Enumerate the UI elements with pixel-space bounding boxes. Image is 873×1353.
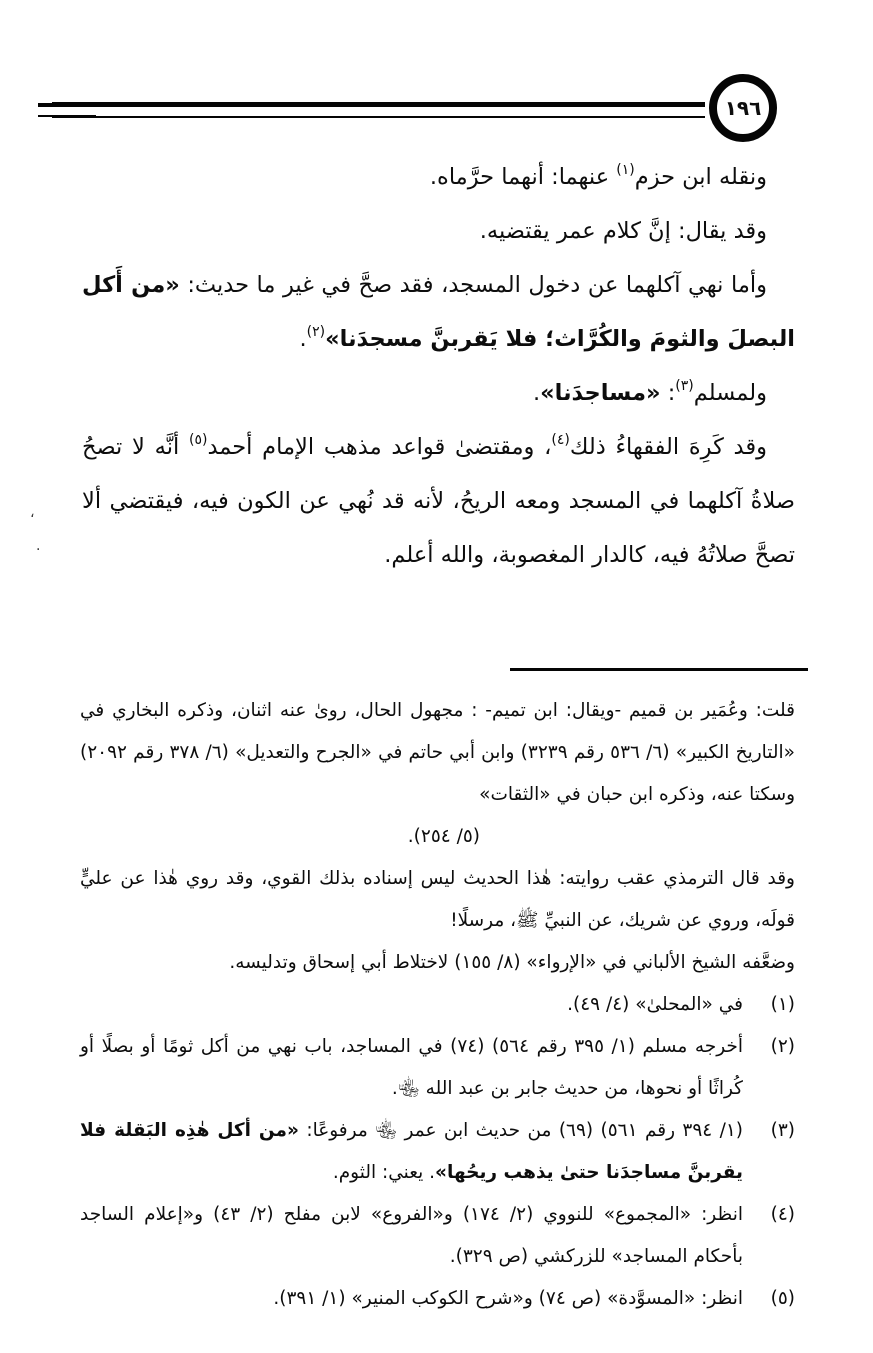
continuation-text-1: قلت: وعُمَير بن قميم -ويقال: ابن تميم- : مجهول الحال، روىٰ عنه اثنان، وذكره البخاري في «التاريخ الكبير» (٦/ ٥٣٦ رقم ٣٢٣٩) وابن أبي حاتم في «الجرح والتعديل» (٦/ ٣٧٨ رقم ٢٠٩٢) وسكتا عنه، وذكره ابن حبان في «الثقات» (80, 700, 795, 805)
paragraph-5 (82, 420, 795, 582)
footnote-3-hadith: «من أكل هٰذِه البَقلة فلا يقربنَّ مساجدَنا حتىٰ يذهب ريحُها» (80, 1120, 743, 1183)
continuation-ref-text: (٥/ ٢٥٤). (407, 826, 480, 847)
header-rule-main (52, 102, 705, 118)
footnote-ref-5: (٥) (188, 431, 208, 448)
footnote-continuation-para-3 (80, 942, 795, 984)
footnote-marker-5: (٥) (770, 1288, 795, 1309)
p5-s3: أنَّه لا تصحُ صلاةُ آكلهما في المسجد ومعه الريحُ، لأنه قد نُهي عن الكون فيه، فيقتضي ألا تصحَّ صلاتُهُ فيه، كالدار المغصوبة، والله أعلم. (82, 434, 795, 568)
p3-intro: وأما نهي آكلهما عن دخول المسجد، فقد صحَّ في غير ما حديث: (179, 272, 767, 298)
footnote-3-post: . يعني: الثوم. (332, 1162, 436, 1183)
p3-end: . (299, 326, 307, 352)
page-header (0, 0, 873, 150)
footnote-ref-2: (٢) (306, 323, 326, 340)
paragraph-2 (82, 204, 795, 258)
p4-end: . (532, 380, 541, 406)
print-artifact-dot: . (36, 538, 41, 554)
continuation-text-3: وضعَّفه الشيخ الألباني في «الإرواء» (٨/ ١٥٥) لاختلاط أبي إسحاق وتدليسه. (229, 952, 795, 973)
footnote-marker-2: (٢) (770, 1036, 795, 1057)
footnote-3-pre: (١/ ٣٩٤ رقم ٥٦١) (٦٩) من حديث ابن عمر ﵄ مرفوعًا: (298, 1120, 744, 1141)
footnote-text-4: انظر: «المجموع» للنووي (٢/ ١٧٤) و«الفروع» لابن مفلح (٢/ ٤٣) و«إعلام الساجد بأحكام المساجد» للزركشي (ص ٣٢٩). (80, 1204, 743, 1267)
footnote-separator-rule (510, 668, 808, 671)
footnote-text-3 (80, 1110, 743, 1194)
p1-text: ونقله ابن حزم (634, 164, 767, 190)
header-rule-short (38, 103, 96, 117)
p5-s2: ، ومقتضىٰ قواعد مذهب الإمام أحمد (207, 434, 552, 460)
p4-mid: : (660, 380, 676, 406)
footnote-continuation-para-1 (80, 690, 795, 816)
muslim-quote: «مساجدَنا» (540, 380, 661, 406)
footnote-ref-3: (٣) (675, 377, 694, 394)
footnote-item-1 (80, 984, 795, 1026)
footnote-continuation-ref (80, 816, 795, 858)
footnote-text-5: انظر: «المسوَّدة» (ص ٧٤) و«شرح الكوكب المنير» (١/ ٣٩١). (273, 1288, 743, 1309)
footnote-item-5 (80, 1278, 795, 1320)
continuation-text-2: وقد قال الترمذي عقب روايته: هٰذا الحديث ليس إسناده بذلك القوي، وقد روي هٰذا عن عليٍّ قولَه، وروي عن شريك، عن النبيِّ ﷺ، مرسلًا! (80, 868, 795, 931)
p4-pre: ولمسلم (693, 380, 767, 406)
footnote-continuation-para-2 (80, 858, 795, 942)
footnote-text-2: أخرجه مسلم (١/ ٣٩٥ رقم ٥٦٤) (٧٤) في المساجد، باب نهي من أكل ثومًا أو بصلًا أو كُراثًا أو نحوها، من حديث جابر بن عبد الله ﵄. (80, 1036, 743, 1099)
footnote-item-4 (80, 1194, 795, 1278)
page-number-badge (709, 74, 777, 142)
p1-text-end: عنهما: أنهما حرَّماه. (429, 164, 617, 190)
footnote-ref-1: (١) (616, 161, 635, 178)
print-artifact-comma: ، (30, 505, 35, 521)
footnote-marker-4: (٤) (770, 1204, 795, 1225)
footnotes-section (80, 690, 795, 1320)
footnote-text-1: في «المحلىٰ» (٤/ ٤٩). (567, 994, 743, 1015)
footnote-item-3 (80, 1110, 795, 1194)
footnote-marker-3: (٣) (770, 1120, 795, 1141)
p2-text: وقد يقال: إنَّ كلام عمر يقتضيه. (479, 218, 767, 244)
footnote-marker-1: (١) (770, 994, 795, 1015)
main-text (82, 150, 795, 582)
footnote-ref-4: (٤) (551, 431, 570, 448)
p5-s1: وقد كَرِهَ الفقهاءُ ذلك (569, 434, 767, 460)
paragraph-4 (82, 366, 795, 420)
hadith-quote: «من أَكل البصلَ والثومَ والكُرَّاث؛ فلا يَقربنَّ مسجدَنا» (82, 272, 795, 352)
paragraph-3 (82, 258, 795, 366)
page-number: ١٩٦ (724, 96, 762, 120)
paragraph-1 (82, 150, 795, 204)
footnote-item-2 (80, 1026, 795, 1110)
